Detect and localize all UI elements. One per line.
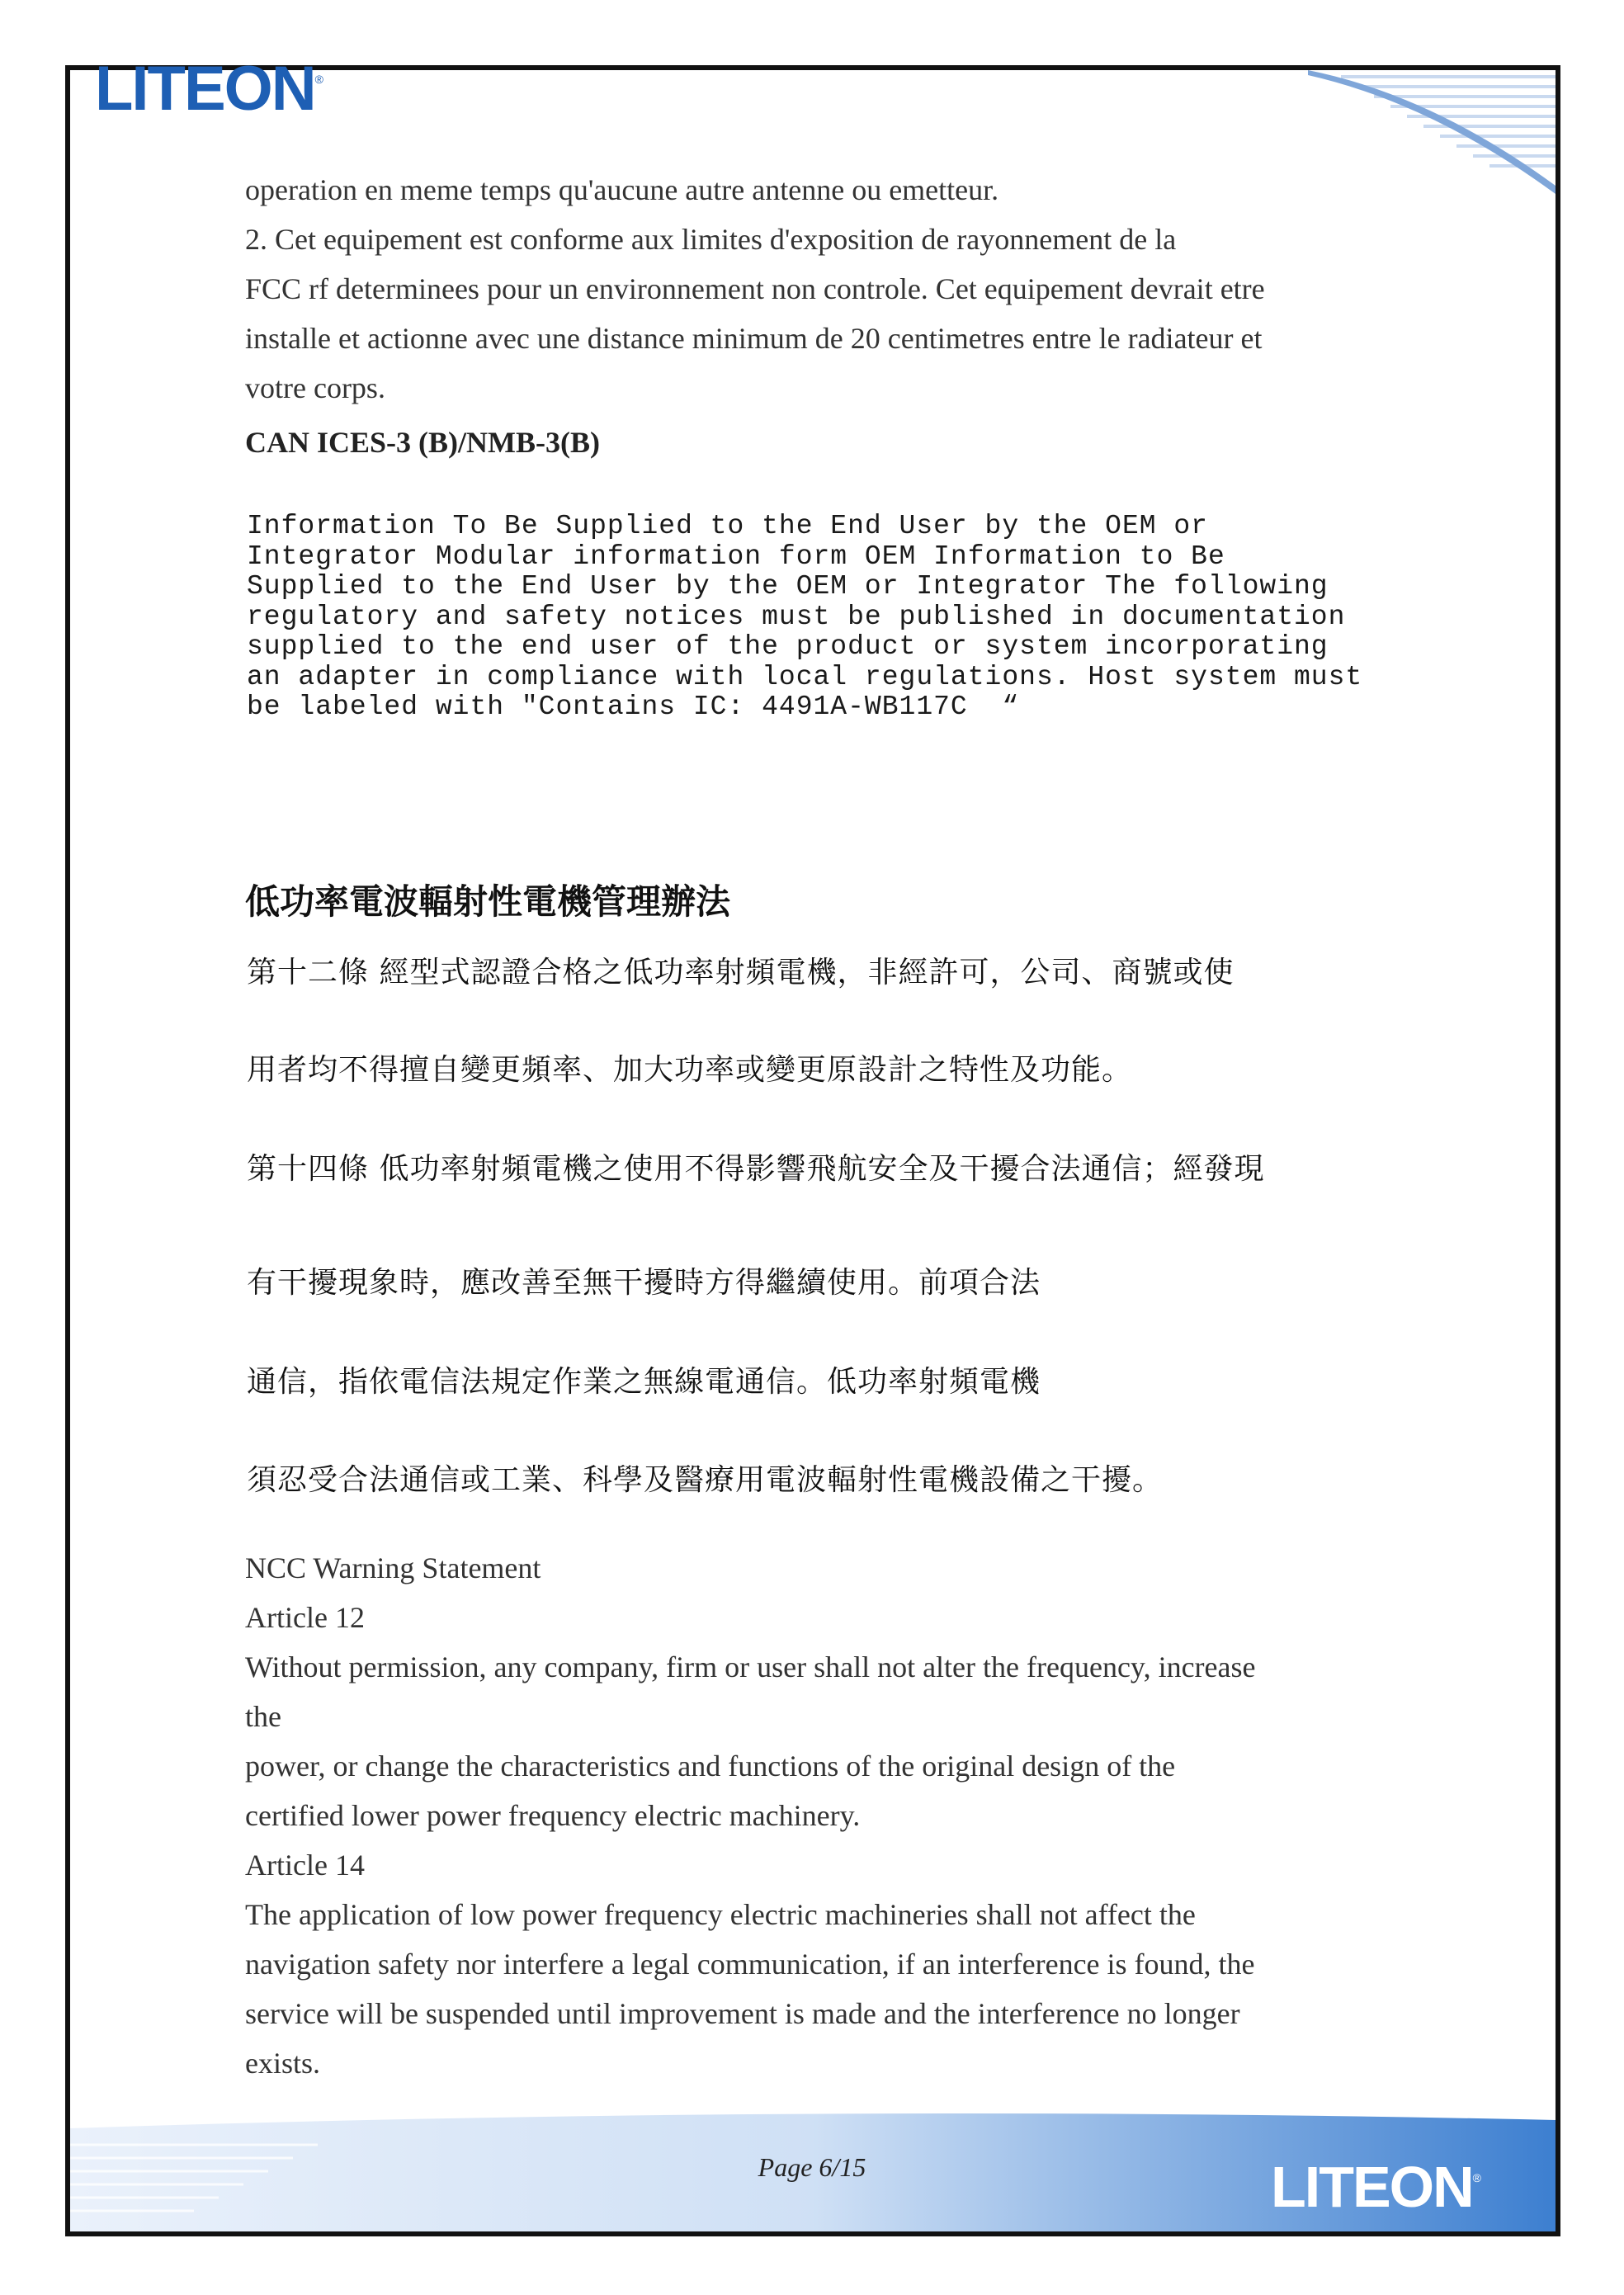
cjk-text-line: 第十二條 經型式認證合格之低功率射頻電機，非經許可，公司、商號或使 — [247, 956, 1235, 989]
text-line: installe et actionne avec une distance minimum de 20 centimetres entre le radiateur et — [245, 322, 1263, 355]
text-line: The application of low power frequency electric machineries shall not affect the — [245, 1898, 1196, 1931]
logo-text: LITEON — [95, 54, 315, 124]
text-line: Supplied to the End User by the OEM or Integrator The following — [247, 571, 1329, 602]
text-line: Article 14 — [245, 1849, 365, 1882]
ncc-english-statement — [245, 1543, 1400, 2088]
ncc-chinese-heading: 低功率電波輻射性電機管理辦法 — [245, 881, 731, 922]
text-line: exists. — [245, 2047, 321, 2080]
text-line: be labeled with "Contains IC: 4491A-WB117C “ — [247, 692, 1020, 722]
page-number: Page 6/15 — [758, 2152, 866, 2182]
text-line: the — [245, 1700, 281, 1733]
cjk-text-line: 通信，指依電信法規定作業之無線電通信。低功率射頻電機 — [247, 1365, 1041, 1399]
text-line: supplied to the end user of the product or system incorporating — [247, 631, 1329, 662]
text-line: power, or change the characteristics and functions of the original design of the — [245, 1750, 1176, 1783]
text-line: 2. Cet equipement est conforme aux limites d'exposition de rayonnement de la — [245, 223, 1177, 256]
text-line: service will be suspended until improvement is made and the interference no longer — [245, 1997, 1240, 2030]
cjk-text-line: 有干擾現象時，應改善至無干擾時方得繼續使用。前項合法 — [247, 1266, 1041, 1300]
french-paragraph — [245, 165, 1400, 467]
text-line: FCC rf determinees pour un environnement non controle. Cet equipement devrait etre — [245, 272, 1265, 305]
text-line: operation en meme temps qu'aucune autre antenne ou emetteur. — [245, 173, 999, 206]
text-line: votre corps. — [245, 371, 385, 404]
cjk-text-line: 用者均不得擅自變更頻率、加大功率或變更原設計之特性及功能。 — [247, 1053, 1133, 1087]
text-line: regulatory and safety notices must be published in documentation — [247, 601, 1346, 632]
logo-text: LITEON — [1271, 2155, 1473, 2219]
text-line: Without permission, any company, firm or user shall not alter the frequency, increase — [245, 1650, 1256, 1683]
text-line: certified lower power frequency electric machinery. — [245, 1799, 861, 1832]
oem-information-block — [247, 512, 1362, 723]
liteon-logo-footer — [1271, 2154, 1480, 2220]
liteon-logo — [95, 53, 322, 125]
text-line: Information To Be Supplied to the End User by the OEM or — [247, 511, 1208, 541]
cjk-text-line: 須忍受合法通信或工業、科學及醫療用電波輻射性電機設備之干擾。 — [247, 1463, 1164, 1497]
registered-mark: ® — [1472, 2170, 1480, 2184]
text-line: Article 12 — [245, 1601, 365, 1634]
text-line: NCC Warning Statement — [245, 1551, 541, 1584]
text-line: navigation safety nor interfere a legal communication, if an interference is found, the — [245, 1948, 1255, 1981]
text-line: Integrator Modular information form OEM Information to Be — [247, 541, 1225, 572]
ices-heading: CAN ICES-3 (B)/NMB-3(B) — [245, 426, 600, 459]
cjk-text-line: 第十四條 低功率射頻電機之使用不得影響飛航安全及干擾合法通信；經發現 — [247, 1152, 1265, 1186]
registered-mark: ® — [314, 72, 322, 86]
text-line: an adapter in compliance with local regulations. Host system must — [247, 661, 1363, 692]
